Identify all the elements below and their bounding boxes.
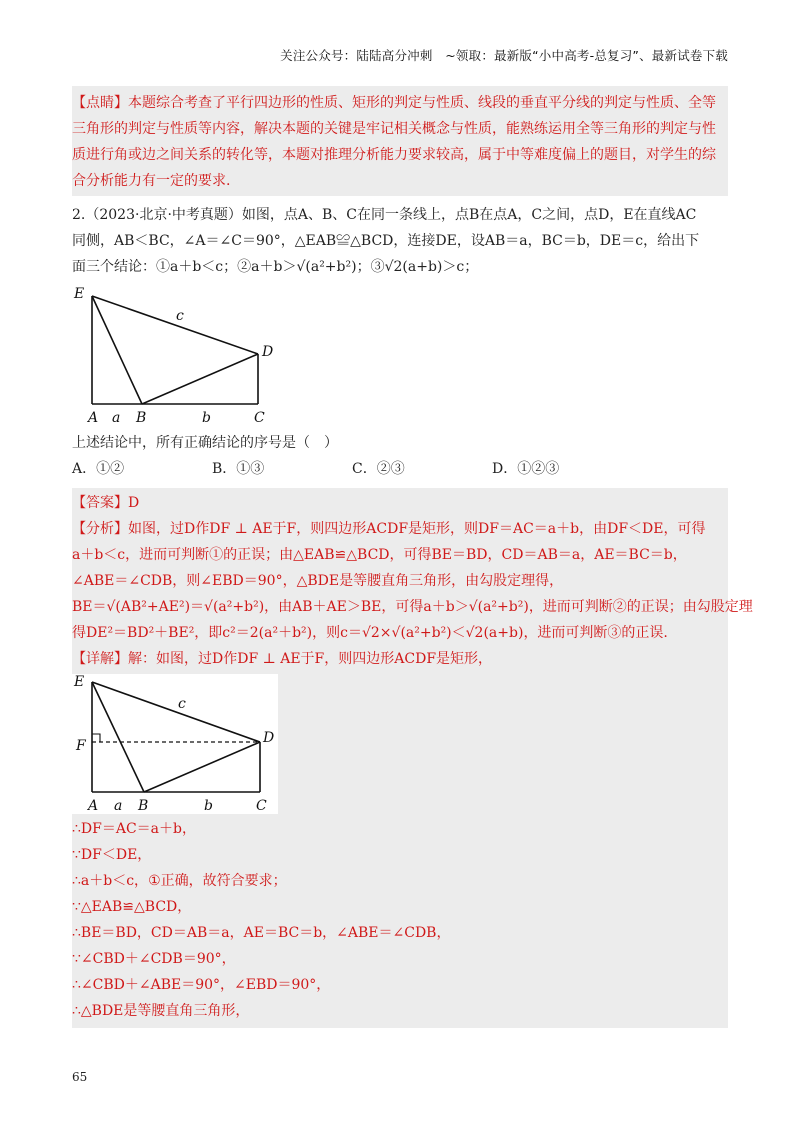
edge-ed — [92, 296, 258, 354]
analysis-line1: 如图，过D作DF ⊥ AE于F，则四边形ACDF是矩形，则DF＝AC＝a＋b，由DF＜DE，可得 — [128, 521, 706, 537]
dianjing-block — [72, 86, 728, 196]
question-line3-mid: ；③ — [356, 259, 385, 275]
option-b: B．①③ — [212, 461, 265, 477]
detail-step-6: ∵∠CBD＋∠CDB＝90°， — [72, 951, 236, 967]
label-a-2: A — [88, 798, 99, 814]
label-seg-b: b — [202, 410, 211, 426]
edge-bd — [142, 354, 258, 404]
figure-detail-bg — [72, 674, 278, 814]
analysis-line2: a＋b＜c，进而可判断①的正误；由△EAB≌△BCD，可得BE＝BD，CD＝AB＝a，AE＝BC＝b， — [72, 547, 687, 563]
question-line3-prefix: 面三个结论：①a＋b＜c；②a＋b＞ — [72, 259, 297, 275]
detail-step-3-suffix: ①正确，故符合要求； — [148, 873, 287, 889]
math-sqrt-ab2-ae2: √(AB²+AE²) — [106, 599, 191, 615]
label-c: C — [254, 410, 265, 426]
analysis-line3: ∠ABE＝∠CDB，则∠EBD＝90°，△BDE是等腰直角三角形，由勾股定理得， — [72, 573, 564, 589]
math-a-plus-b-2: (a+b) — [483, 625, 524, 641]
label-b-2: B — [138, 798, 149, 814]
option-a: A．①② — [72, 461, 125, 477]
detail-label: 【详解】 — [72, 651, 128, 667]
question-number: 2. — [72, 207, 86, 223]
analysis-line4a: BE＝ — [72, 599, 107, 615]
dianjing-label: 【点睛】 — [72, 95, 128, 111]
question-source: （2023·北京·中考真题） — [85, 207, 242, 223]
analysis-line5a: 得DE²＝BD²＋BE²，即c²＝2(a²＋b²)，则c＝ — [72, 625, 362, 641]
math-times: × — [379, 625, 392, 641]
question-block — [72, 196, 728, 282]
question-line2: 同侧，AB＜BC，∠A＝∠C＝90°，△EAB≌△BCD，连接DE，设AB＝a，BC＝b，DE＝c，给出下 — [72, 233, 700, 249]
option-c: C．②③ — [352, 461, 405, 477]
detail-step-4: ∵△EAB≌△BCD， — [72, 899, 192, 915]
analysis-line5b: ，进而可判断③的正误. — [523, 625, 668, 641]
options-row — [72, 456, 728, 482]
question-line1: 如图，点A、B、C在同一条线上，点B在点A，C之间，点D，E在直线AC — [241, 207, 697, 223]
edge-eb — [92, 296, 142, 404]
label-seg-a-2: a — [114, 798, 123, 814]
figure-question — [72, 286, 292, 426]
label-b: B — [136, 410, 147, 426]
label-d: D — [262, 344, 274, 360]
detail-intro: 解：如图，过D作DF ⊥ AE于F，则四边形ACDF是矩形， — [128, 651, 493, 667]
figure-detail — [72, 674, 278, 814]
label-d-2: D — [263, 730, 275, 746]
detail-step-3: ∴a＋b＜c， — [72, 873, 149, 889]
answer-value: D — [128, 495, 140, 511]
label-e-2: E — [74, 674, 85, 690]
label-seg-c: c — [176, 308, 184, 324]
math-lt: ＜ — [451, 625, 466, 641]
label-seg-b-2: b — [204, 798, 213, 814]
page-number: 65 — [72, 1070, 88, 1084]
analysis-line4c: ，进而可判断②的正误；由勾股定理 — [528, 599, 753, 615]
page-content — [72, 86, 753, 1028]
math-sqrt-a2b2-3: √(a²+b²) — [468, 599, 529, 615]
solution-block — [72, 488, 753, 1028]
analysis-line4b: ，由AB＋AE＞BE，可得a＋b＞ — [264, 599, 469, 615]
page-header: 关注公众号：陆陆高分冲刺 ~领取：最新版“小中高考-总复习”、最新试卷下载 — [280, 48, 728, 63]
detail-step-1: ∴DF＝AC＝a＋b， — [72, 821, 196, 837]
math-sqrt-a2b2-4: √(a²+b²) — [391, 625, 452, 641]
detail-step-8: ∴△BDE是等腰直角三角形， — [72, 1003, 250, 1019]
detail-step-2: ∵DF＜DE， — [72, 847, 152, 863]
dianjing-text: 本题综合考查了平行四边形的性质、矩形的判定与性质、线段的垂直平分线的判定与性质、全等三角形的判定与性质等内容，解决本题的关键是牢记相关概念与性质，能熟练运用全等三角形的判定与性质进行角或边之间关系的转化等，本题对推理分析能力要求较高，属于中等难度偏上的题目，对学生的综合分析能力有一定的要求. — [72, 95, 716, 189]
math-sqrt-a2b2-2: √(a²+b²) — [204, 599, 265, 615]
math-sqrt2-b: √2 — [361, 625, 380, 641]
label-c-2: C — [256, 798, 267, 814]
label-a: A — [88, 410, 99, 426]
question-ask: 上述结论中，所有正确结论的序号是（ ） — [72, 435, 338, 451]
answer-label: 【答案】 — [72, 495, 128, 511]
label-seg-a: a — [112, 410, 121, 426]
math-sqrt2: √2 — [384, 259, 403, 275]
label-seg-c-2: c — [178, 696, 186, 712]
math-sqrt-a2b2: √(a²+b²) — [296, 259, 357, 275]
label-f: F — [76, 738, 86, 754]
math-a-plus-b: (a+b) — [402, 259, 443, 275]
math-eq: ＝ — [190, 599, 205, 615]
option-d: D．①②③ — [492, 461, 560, 477]
detail-step-7: ∴∠CBD＋∠ABE＝90°，∠EBD＝90°， — [72, 977, 331, 993]
analysis-label: 【分析】 — [72, 521, 128, 537]
label-e: E — [74, 286, 85, 302]
detail-step-5: ∴BE＝BD，CD＝AB＝a，AE＝BC＝b，∠ABE＝∠CDB， — [72, 925, 451, 941]
math-sqrt2-c: √2 — [465, 625, 484, 641]
question-line3-end: ＞c； — [442, 259, 479, 275]
